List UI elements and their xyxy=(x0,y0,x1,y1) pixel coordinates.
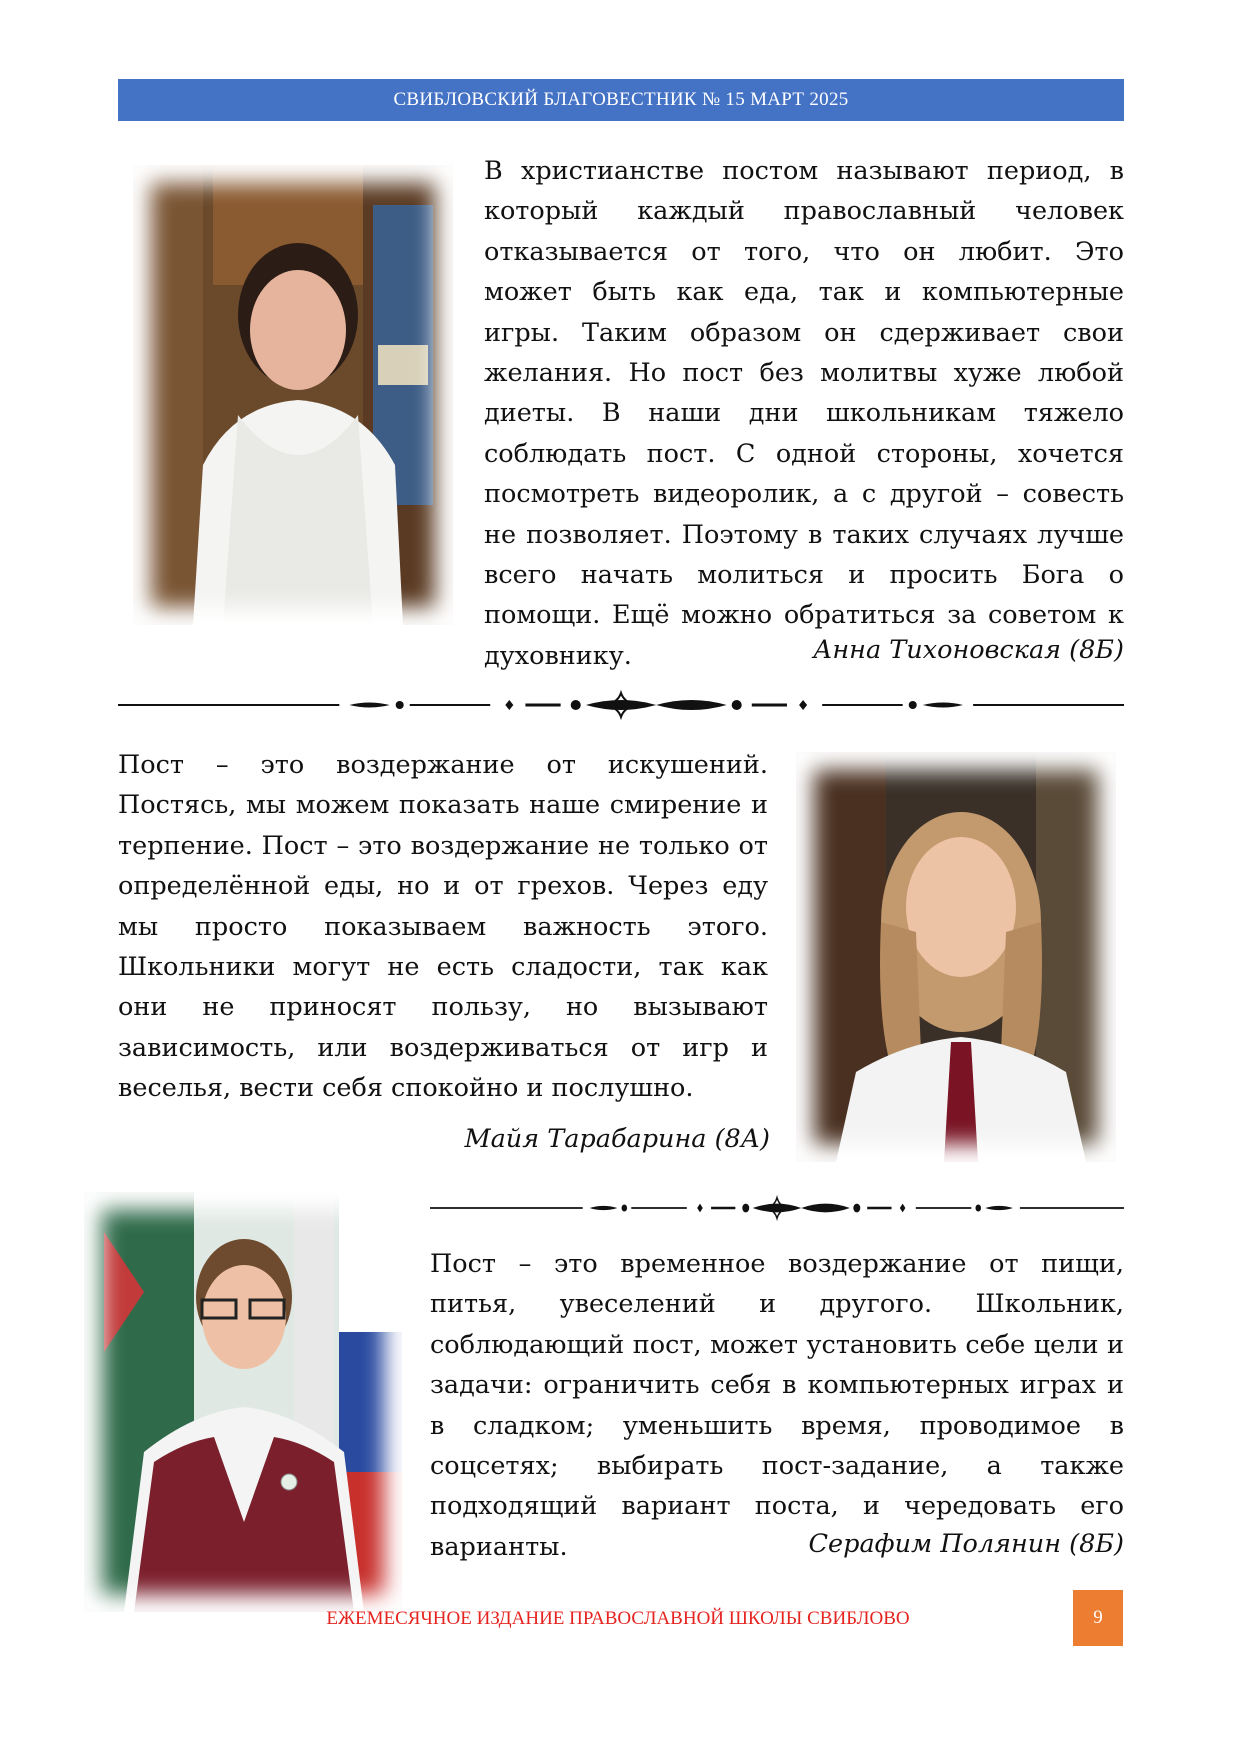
article-maya-author: Майя Тарабарина (8А) xyxy=(464,1124,770,1154)
publication-footer: ЕЖЕМЕСЯЧНОЕ ИЗДАНИЕ ПРАВОСЛАВНОЙ ШКОЛЫ СВИБЛОВО xyxy=(326,1608,910,1629)
article-anna-text: В христианстве постом называют период, в который каждый православный человек отказывается от того, что он любит. Это может быть как еда, так и компьютерные игры. Таким образом он сдерживает свои желания. Но пост без молитвы хуже любой диеты. В наши дни школьникам тяжело соблюдать пост. С одной стороны, хочется посмотреть видеоролик, а с другой – совесть не позволяет. Поэтому в таких случаях лучше всего начать молиться и просить Бога о помощи. Ещё можно обратиться за советом к духовнику. xyxy=(484,156,1124,671)
ornament-divider xyxy=(430,1195,1124,1221)
portrait-girl-white-scarf-image xyxy=(133,165,453,625)
article-serafim-author: Серафим Полянин (8Б) xyxy=(808,1529,1124,1559)
portrait-girl-red-tie-image xyxy=(796,752,1116,1162)
photo-anna xyxy=(133,165,453,625)
newsletter-header: СВИБЛОВСКИЙ БЛАГОВЕСТНИК № 15 МАРТ 2025 xyxy=(118,79,1124,121)
ornament-divider xyxy=(118,690,1124,720)
photo-serafim xyxy=(84,1192,402,1612)
photo-maya xyxy=(796,752,1116,1162)
article-maya-text: Пост – это воздержание от искушений. Постясь, мы можем показать наше смирение и терпение. Пост – это воздержание не только от определённой еды, но и от грехов. Через еду мы просто показываем важность этого. Школьники могут не есть сладости, так как они не приносят пользу, но вызывают зависимость, или воздерживаться от игр и веселья, вести себя спокойно и послушно. xyxy=(118,750,768,1104)
portrait-boy-vest-image xyxy=(84,1192,402,1612)
article-serafim-text: Пост – это временное воздержание от пищи, питья, увеселений и другого. Школьник, соблюдающий пост, может установить себе цели и задачи: ограничить себя в компьютерных играх и в сладком; уменьшить время, проводимое в соцсетях; выбирать пост-задание, а также подходящий вариант поста, и чередовать его варианты. xyxy=(430,1249,1124,1562)
page-number-badge: 9 xyxy=(1073,1590,1123,1646)
article-anna-author: Анна Тихоновская (8Б) xyxy=(813,635,1124,665)
